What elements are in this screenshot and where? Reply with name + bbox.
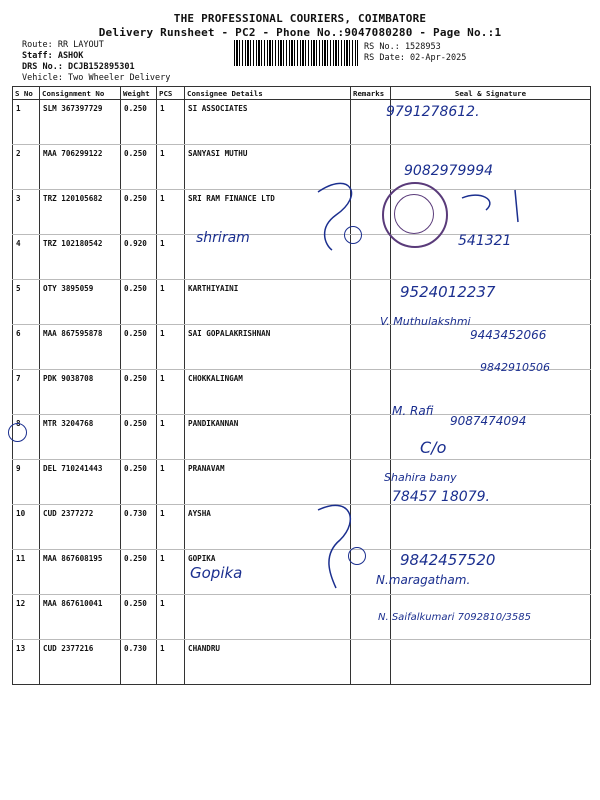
- cell-cno: DEL 710241443: [40, 460, 121, 505]
- handwriting-row12-number: 9842457520: [400, 551, 496, 569]
- rs-number: RS No.: 1528953: [364, 42, 441, 52]
- cell-weight: 0.250: [121, 190, 157, 235]
- cell-pcs: 1: [157, 145, 185, 190]
- cell-cno: MAA 867595878: [40, 325, 121, 370]
- cell-pcs: 1: [157, 325, 185, 370]
- cell-consignee: CHANDRU: [185, 640, 351, 685]
- cell-cno: TRZ 102180542: [40, 235, 121, 280]
- handwriting-row6-number: 9443452066: [470, 328, 547, 342]
- col-consignee: Consignee Details: [185, 87, 351, 100]
- cell-weight: 0.250: [121, 460, 157, 505]
- cell-sno: 13: [13, 640, 40, 685]
- handwriting-row12-signature: N.maragatham.: [376, 573, 471, 587]
- handwriting-row12-name: Gopika: [190, 564, 243, 582]
- handwriting-row4-name: shriram: [196, 230, 250, 246]
- cell-pcs: 1: [157, 370, 185, 415]
- cell-consignee: GOPIKA: [185, 550, 351, 595]
- cell-weight: 0.250: [121, 325, 157, 370]
- cell-consignee: PANDIKANNAN: [185, 415, 351, 460]
- cell-pcs: 1: [157, 280, 185, 325]
- handwriting-row7: 9842910506: [480, 361, 550, 374]
- cell-weight: 0.250: [121, 370, 157, 415]
- cell-consignee: SRI RAM FINANCE LTD: [185, 190, 351, 235]
- cell-sno: 6: [13, 325, 40, 370]
- cell-consignee: SANYASI MUTHU: [185, 145, 351, 190]
- drs-number: DRS No.: DCJB152895301: [22, 62, 135, 72]
- company-title: THE PROFESSIONAL COURIERS, COIMBATORE: [173, 12, 427, 25]
- cell-weight: 0.250: [121, 280, 157, 325]
- cell-consignee: KARTHIYAINI: [185, 280, 351, 325]
- cell-cno: CUD 2377216: [40, 640, 121, 685]
- cell-sno: 10: [13, 505, 40, 550]
- route-label: Route: RR LAYOUT: [22, 40, 104, 50]
- handwriting-row13: N. Saifalkumari 7092810/3585: [378, 612, 531, 623]
- handwriting-row9: C/o: [420, 438, 447, 457]
- cell-pcs: 1: [157, 505, 185, 550]
- handwriting-row1: 9791278612.: [386, 104, 480, 120]
- cell-consignee: AYSHA: [185, 505, 351, 550]
- cell-cno: CUD 2377272: [40, 505, 121, 550]
- cell-cno: SLM 367397729: [40, 100, 121, 145]
- cell-weight: 0.250: [121, 550, 157, 595]
- cell-sno: 7: [13, 370, 40, 415]
- col-seal-signature: Seal & Signature: [391, 87, 591, 100]
- cell-cno: MAA 706299122: [40, 145, 121, 190]
- cell-cno: MAA 867608195: [40, 550, 121, 595]
- cell-weight: 0.250: [121, 145, 157, 190]
- cell-sno: 4: [13, 235, 40, 280]
- cell-pcs: 1: [157, 640, 185, 685]
- cell-sno: 12: [13, 595, 40, 640]
- cell-pcs: 1: [157, 235, 185, 280]
- handwriting-row8-name: M. Rafi: [392, 404, 434, 418]
- cell-sno: 11: [13, 550, 40, 595]
- cell-cno: TRZ 120105682: [40, 190, 121, 235]
- cell-weight: 0.920: [121, 235, 157, 280]
- cell-pcs: 1: [157, 190, 185, 235]
- cell-consignee: CHOKKALINGAM: [185, 370, 351, 415]
- col-pcs: PCS: [157, 87, 185, 100]
- handwriting-row4-number: 541321: [458, 233, 512, 249]
- cell-weight: 0.250: [121, 100, 157, 145]
- cell-sno: 3: [13, 190, 40, 235]
- cell-sno: 5: [13, 280, 40, 325]
- handwriting-row10-number: 78457 18079.: [392, 489, 490, 505]
- staff-label: Staff: ASHOK: [22, 51, 84, 61]
- cell-weight: 0.730: [121, 640, 157, 685]
- cell-sno: 8: [13, 415, 40, 460]
- cell-sno: 9: [13, 460, 40, 505]
- cell-sno: 1: [13, 100, 40, 145]
- cell-cno: MTR 3204768: [40, 415, 121, 460]
- cell-consignee: PRANAVAM: [185, 460, 351, 505]
- handwriting-row5: 9524012237: [400, 283, 496, 301]
- cell-weight: 0.730: [121, 505, 157, 550]
- col-sno: S No: [13, 87, 40, 100]
- cell-consignee: SAI GOPALAKRISHNAN: [185, 325, 351, 370]
- cell-pcs: 1: [157, 100, 185, 145]
- col-remarks: Remarks: [351, 87, 391, 100]
- cell-pcs: 1: [157, 460, 185, 505]
- cell-sno: 2: [13, 145, 40, 190]
- cell-cno: OTY 3895059: [40, 280, 121, 325]
- cell-pcs: 1: [157, 595, 185, 640]
- handwriting-row2: 9082979994: [404, 163, 494, 179]
- cell-pcs: 1: [157, 550, 185, 595]
- vehicle-label: Vehicle: Two Wheeler Delivery: [22, 73, 171, 83]
- cell-pcs: 1: [157, 415, 185, 460]
- col-weight: Weight: [121, 87, 157, 100]
- handwriting-row6-name: V. Muthulakshmi: [380, 315, 471, 328]
- runsheet-subtitle: Delivery Runsheet - PC2 - Phone No.:9047080280 - Page No.:1: [98, 26, 502, 39]
- cell-weight: 0.250: [121, 595, 157, 640]
- handwriting-row10-name: Shahira bany: [384, 471, 457, 484]
- cell-cno: PDK 9038708: [40, 370, 121, 415]
- cell-weight: 0.250: [121, 415, 157, 460]
- cell-cno: MAA 867610041: [40, 595, 121, 640]
- handwriting-row8-number: 9087474094: [450, 414, 527, 428]
- rs-date: RS Date: 02-Apr-2025: [364, 53, 467, 63]
- col-consignment: Consignment No: [40, 87, 121, 100]
- cell-consignee: SI ASSOCIATES: [185, 100, 351, 145]
